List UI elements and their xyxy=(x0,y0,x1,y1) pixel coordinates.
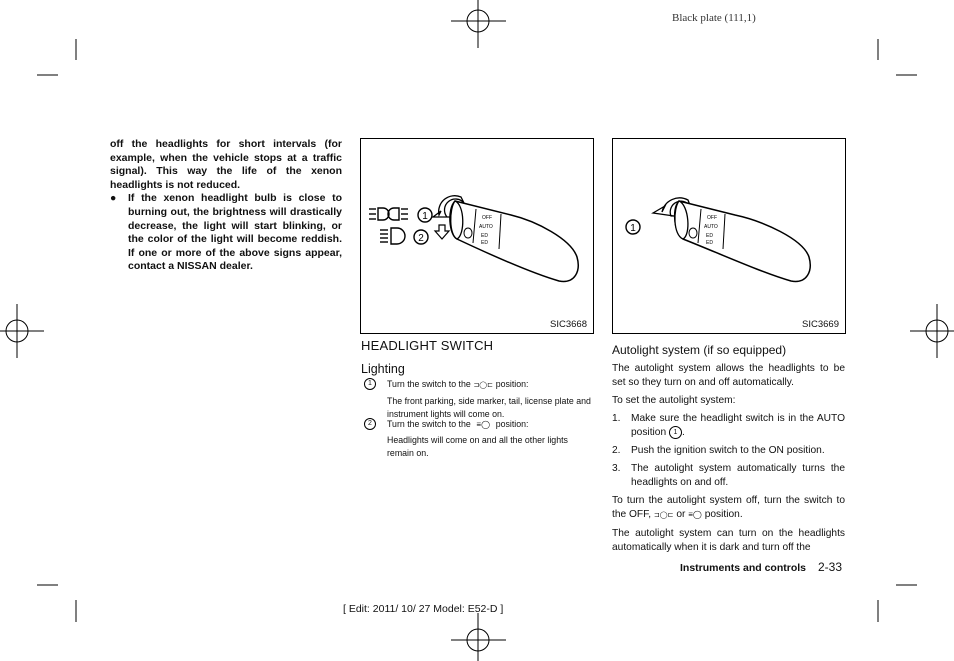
list-item-1-number: 1. xyxy=(612,413,621,424)
registration-mark-left xyxy=(0,304,44,358)
step-2-position: position: xyxy=(495,419,529,429)
stalk-label-off: OFF xyxy=(482,215,492,221)
stalk-label-pos2: ED xyxy=(481,240,488,246)
step-2-instruction: Turn the switch to the xyxy=(387,419,471,429)
step-2 xyxy=(364,418,594,459)
footer-section-title: Instruments and controls xyxy=(680,562,807,574)
step-2-description: Headlights will come on and all the other lights remain on. xyxy=(387,434,568,458)
arrow-down-icon xyxy=(435,225,449,239)
stalk-label-pos1: ED xyxy=(481,233,488,239)
list-item-1-ref: 1 xyxy=(669,426,682,439)
step-1-position: position: xyxy=(495,379,529,389)
registration-mark-top xyxy=(451,0,506,48)
list-item-2-text: Push the ignition switch to the ON position. xyxy=(631,445,825,457)
list-item-1 xyxy=(612,412,845,440)
step-1-description: The front parking, side marker, tail, license plate and instrument lights will come on. xyxy=(387,395,591,419)
registration-mark-right xyxy=(910,304,954,358)
step-1 xyxy=(364,378,594,420)
stalk-body xyxy=(675,201,811,281)
figure1-marker-2: 2 xyxy=(418,233,424,244)
figure1-marker-1: 1 xyxy=(422,211,428,222)
step-1-number: 1 xyxy=(364,378,376,390)
headlight-inline-icon: ≡◯ xyxy=(688,510,702,520)
left-column xyxy=(110,138,342,274)
step-1-instruction: Turn the switch to the xyxy=(387,379,471,389)
subheading-lighting: Lighting xyxy=(361,362,405,376)
footer-page-number: 2-33 xyxy=(818,560,843,574)
list-item-1-end: . xyxy=(681,427,685,439)
plate-label: Black plate (111,1) xyxy=(672,12,756,24)
parking-light-inline-icon: ⊐◯⊏ xyxy=(653,512,674,520)
autolight-off-post: position. xyxy=(704,509,743,521)
step-2-number: 2 xyxy=(364,418,376,430)
autolight-stalk-illustration xyxy=(613,139,845,333)
section-heading: HEADLIGHT SWITCH xyxy=(361,338,494,353)
stalk-body xyxy=(450,201,578,281)
autolight-off-pre: To turn the autolight system off, turn the switch to the OFF, xyxy=(612,495,845,521)
list-item-3-number: 3. xyxy=(612,463,621,475)
parking-light-inline-icon: ⊐◯⊏ xyxy=(473,382,494,389)
headlight-symbol-icon xyxy=(380,228,405,244)
figure-headlight-switch xyxy=(360,138,594,334)
list-item-1-text: Make sure the headlight switch is in the AUTO position xyxy=(631,413,845,439)
stalk-label-auto: AUTO xyxy=(479,224,493,230)
autolight-off-text xyxy=(612,494,845,523)
edit-info: [ Edit: 2011/ 10/ 27 Model: E52-D ] xyxy=(343,603,504,615)
bullet-text: If the xenon headlight bulb is close to burning out, the brightness will drastically decrease, the light will start blinking, or the color of the light will become reddish. If one or more of the above signs appear, contact a NISSAN dealer. xyxy=(128,192,342,273)
bullet-dot-icon: ● xyxy=(110,192,117,205)
bullet-item xyxy=(110,192,342,274)
continuation-text: off the headlights for short intervals (for example, when the vehicle stops at a traffic signal). This way the life of the xenon headlights is not reduced. xyxy=(110,138,342,191)
figure1-caption: SIC3668 xyxy=(550,319,587,330)
parking-light-symbol-icon xyxy=(369,208,408,220)
stalk-label-pos1: ED xyxy=(706,233,713,239)
stalk-illustration xyxy=(361,139,593,333)
right-column xyxy=(612,362,845,559)
autolight-off-or: or xyxy=(676,509,686,521)
list-item-3-text: The autolight system automatically turns the headlights on and off. xyxy=(631,463,845,489)
stalk-label-auto: AUTO xyxy=(704,224,718,230)
figure2-marker-1: 1 xyxy=(630,223,636,234)
list-item-2 xyxy=(612,444,845,458)
autolight-heading: Autolight system (if so equipped) xyxy=(612,343,787,357)
headlight-inline-icon: ≡◯ xyxy=(476,420,491,429)
set-autolight-label: To set the autolight system: xyxy=(612,395,736,406)
list-item-3 xyxy=(612,462,845,490)
stalk-label-off: OFF xyxy=(707,215,717,221)
figure2-caption: SIC3669 xyxy=(802,319,839,330)
stalk-label-pos2: ED xyxy=(706,240,713,246)
autolight-intro: The autolight system allows the headlights to be set so they turn on and off automatically. xyxy=(612,363,845,388)
figure-autolight xyxy=(612,138,846,334)
autolight-last-text: The autolight system can turn on the headlights automatically when it is dark and turn off the xyxy=(612,528,845,554)
registration-mark-bottom xyxy=(451,613,506,661)
list-item-2-number: 2. xyxy=(612,445,621,457)
